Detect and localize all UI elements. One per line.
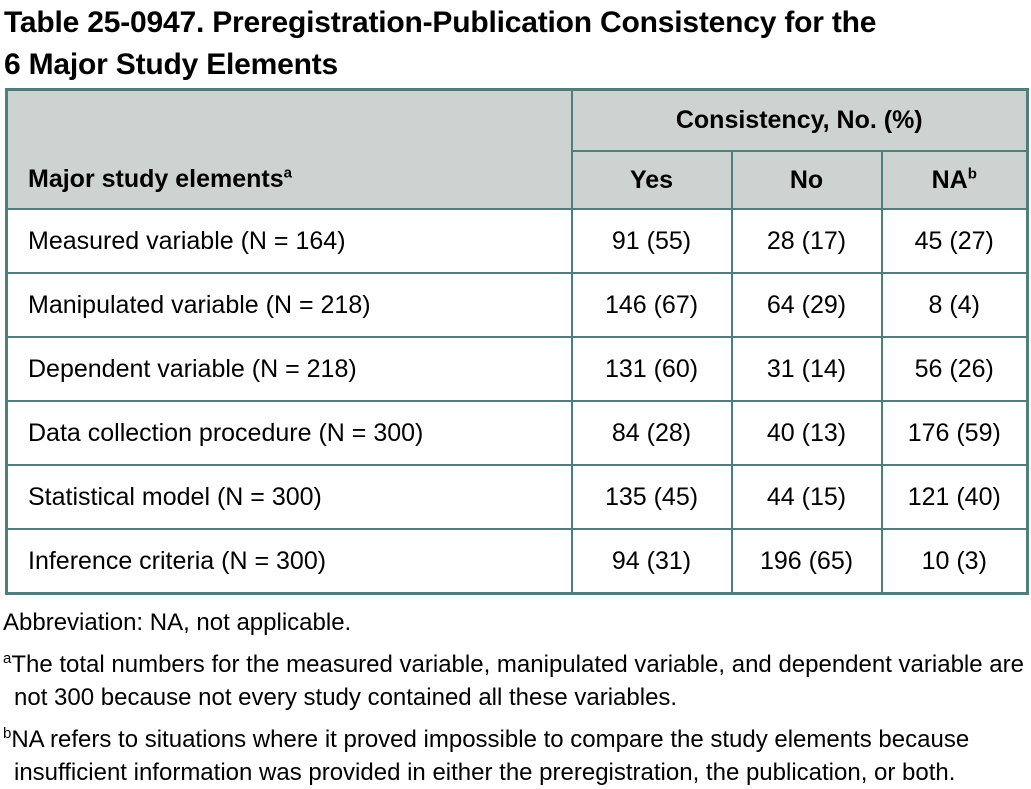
cell-yes: 94 (31): [572, 529, 732, 594]
cell-na: 56 (26): [882, 337, 1028, 401]
abbreviation-note: Abbreviation: NA, not applicable.: [3, 609, 352, 636]
cell-yes: 91 (55): [572, 209, 732, 273]
column-header-yes: [572, 151, 732, 209]
table-title-line1: Table 25-0947. Preregistration-Publication Consistency for the: [4, 6, 877, 39]
column-header-na: [882, 151, 1028, 209]
table-row: [7, 401, 1028, 465]
cell-no: 44 (15): [732, 465, 882, 529]
table-title: [4, 2, 1031, 86]
footnote-a-text: The total numbers for the measured variable, manipulated variable, and dependent variable are not 300 because not every study contained all these variables.: [11, 651, 1024, 711]
column-header-no: [732, 151, 882, 209]
table-row: [7, 273, 1028, 337]
footnote-a: [3, 648, 1031, 714]
cell-element: Inference criteria (N = 300): [7, 529, 572, 594]
cell-no: 64 (29): [732, 273, 882, 337]
cell-yes: 135 (45): [572, 465, 732, 529]
group-header-row: [7, 90, 1028, 152]
cell-element: Measured variable (N = 164): [7, 209, 572, 273]
cell-na: 176 (59): [882, 401, 1028, 465]
column-header-no-label: No: [789, 165, 824, 194]
cell-yes: 146 (67): [572, 273, 732, 337]
table-header: [7, 90, 1028, 210]
cell-element: Data collection procedure (N = 300): [7, 401, 572, 465]
cell-na: 8 (4): [882, 273, 1028, 337]
page: [0, 2, 1031, 789]
group-header-cell: Consistency, No. (%): [572, 90, 1028, 152]
stub-header-footnote-marker: a: [283, 164, 292, 182]
table-title-line2: 6 Major Study Elements: [4, 48, 339, 81]
footnote-a-marker: a: [3, 650, 12, 667]
cell-no: 40 (13): [732, 401, 882, 465]
cell-element: Statistical model (N = 300): [7, 465, 572, 529]
cell-na: 10 (3): [882, 529, 1028, 594]
cell-no: 196 (65): [732, 529, 882, 594]
footnote-b: [3, 723, 1031, 789]
cell-no: 31 (14): [732, 337, 882, 401]
cell-no: 28 (17): [732, 209, 882, 273]
table-body: [7, 209, 1028, 594]
table-row: [7, 209, 1028, 273]
column-header-yes-label: Yes: [629, 165, 674, 194]
consistency-table: [5, 88, 1029, 595]
table-row: [7, 337, 1028, 401]
cell-element: Manipulated variable (N = 218): [7, 273, 572, 337]
cell-element: Dependent variable (N = 218): [7, 337, 572, 401]
footnotes: [3, 606, 1031, 789]
table-row: [7, 529, 1028, 594]
footnote-b-marker: b: [3, 725, 12, 742]
cell-yes: 131 (60): [572, 337, 732, 401]
cell-yes: 84 (28): [572, 401, 732, 465]
cell-na: 121 (40): [882, 465, 1028, 529]
cell-na: 45 (27): [882, 209, 1028, 273]
footnote-b-text: NA refers to situations where it proved impossible to compare the study elements because insufficient information was provided in either the preregistration, the publication, or both.: [11, 726, 970, 786]
column-header-na-footnote-marker: b: [967, 165, 977, 183]
column-header-na-label: NA: [931, 165, 968, 194]
table-row: [7, 465, 1028, 529]
stub-header-cell: [7, 90, 572, 210]
stub-header-label: Major study elements: [28, 165, 284, 193]
